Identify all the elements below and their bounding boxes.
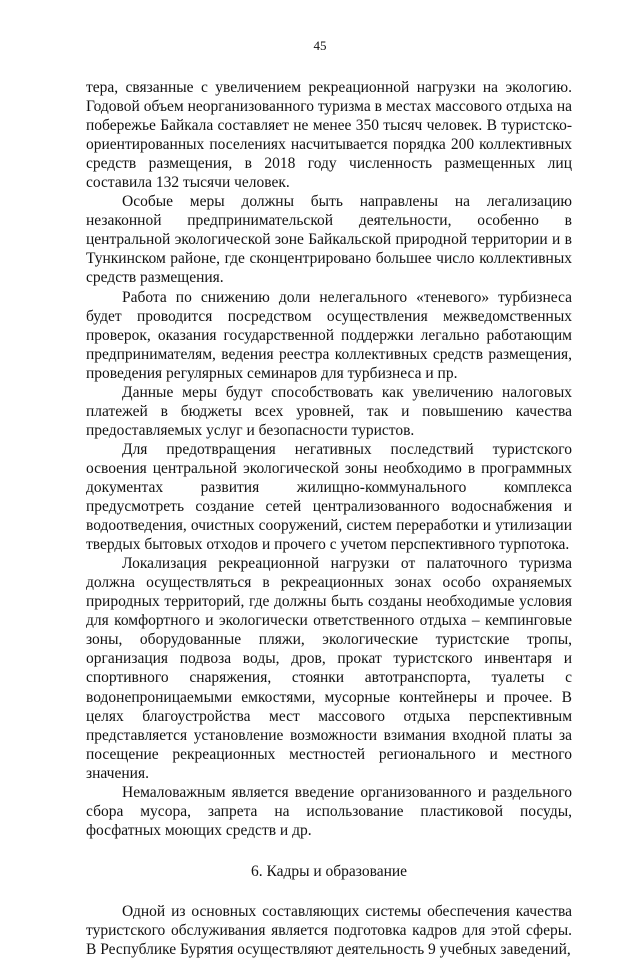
paragraph-7: Немаловажным является введение организованного и раздельного сбора мусора, запрета на использование пластиковой посуды, фосфатных моющих средств и др. — [86, 783, 572, 839]
paragraph-4: Данные меры будут способствовать как увеличению налоговых платежей в бюджеты всех уровней, так и повышению качества предоставляемых услуг и безопасности туристов. — [86, 383, 572, 439]
paragraph-1: тера, связанные с увеличением рекреационной нагрузки на экологию. Годовой объем неорганизованного туризма в местах массового отдыха на побережье Байкала составляет не менее 350 тысяч человек. В туристско-ориентированных поселениях насчитывается порядка 200 коллективных средств размещения, в 2018 году численность размещенных лиц составила 132 тысячи человек. — [86, 79, 572, 192]
section-heading: 6. Кадры и образование — [250, 862, 408, 880]
paragraph-3: Работа по снижению доли нелегального «теневого» турбизнеса будет проводится посредством осуществления межведомственных проверок, оказания государственной поддержки легально работающим предпринимателям, ведения реестра коллективных средств размещения, проведения регулярных семинаров для турбизнеса и пр. — [86, 288, 572, 382]
paragraph-2: Особые меры должны быть направлены на легализацию незаконной предпринимательской деятельности, особенно в центральной экологической зоне Байкальской природной территории и в Тункинском районе, где сконцентрировано большее число коллективных средств размещения. — [86, 193, 572, 287]
paragraph-5: Для предотвращения негативных последствий туристского освоения центральной экологической зоны необходимо в программных документах развития жилищно-коммунального комплекса предусмотреть создание сетей централизованного водоснабжения и водоотведения, очистных сооружений, систем переработки и утилизации твердых бытовых отходов и прочего с учетом перспективного турпотока. — [86, 440, 572, 554]
paragraph-6: Локализация рекреационной нагрузки от палаточного туризма должна осуществляться в рекреационных зонах особо охраняемых природных территорий, где должны быть созданы необходимые условия для комфортного и экологически ответственного отдыха – кемпинговые зоны, оборудованные пляжи, экологические туристские тропы, организация подвоза воды, дров, прокат туристского инвентаря и спортивного снаряжения, стоянки автотранспорта, туалеты с водонепроницаемыми емкостями, мусорные контейнеры и прочее. В целях благоустройства мест массового отдыха перспективным представляется установление возможности взимания входной платы за посещение рекреационных местностей регионального и местного значения. — [86, 555, 572, 782]
paragraph-8: Одной из основных составляющих системы обеспечения качества туристского обслуживания является подготовка кадров для этой сферы. В Республике Бурятия осуществляют деятельность 9 учебных заведений, — [86, 902, 572, 958]
body-text — [86, 78, 572, 959]
page-number: 45 — [313, 38, 327, 53]
